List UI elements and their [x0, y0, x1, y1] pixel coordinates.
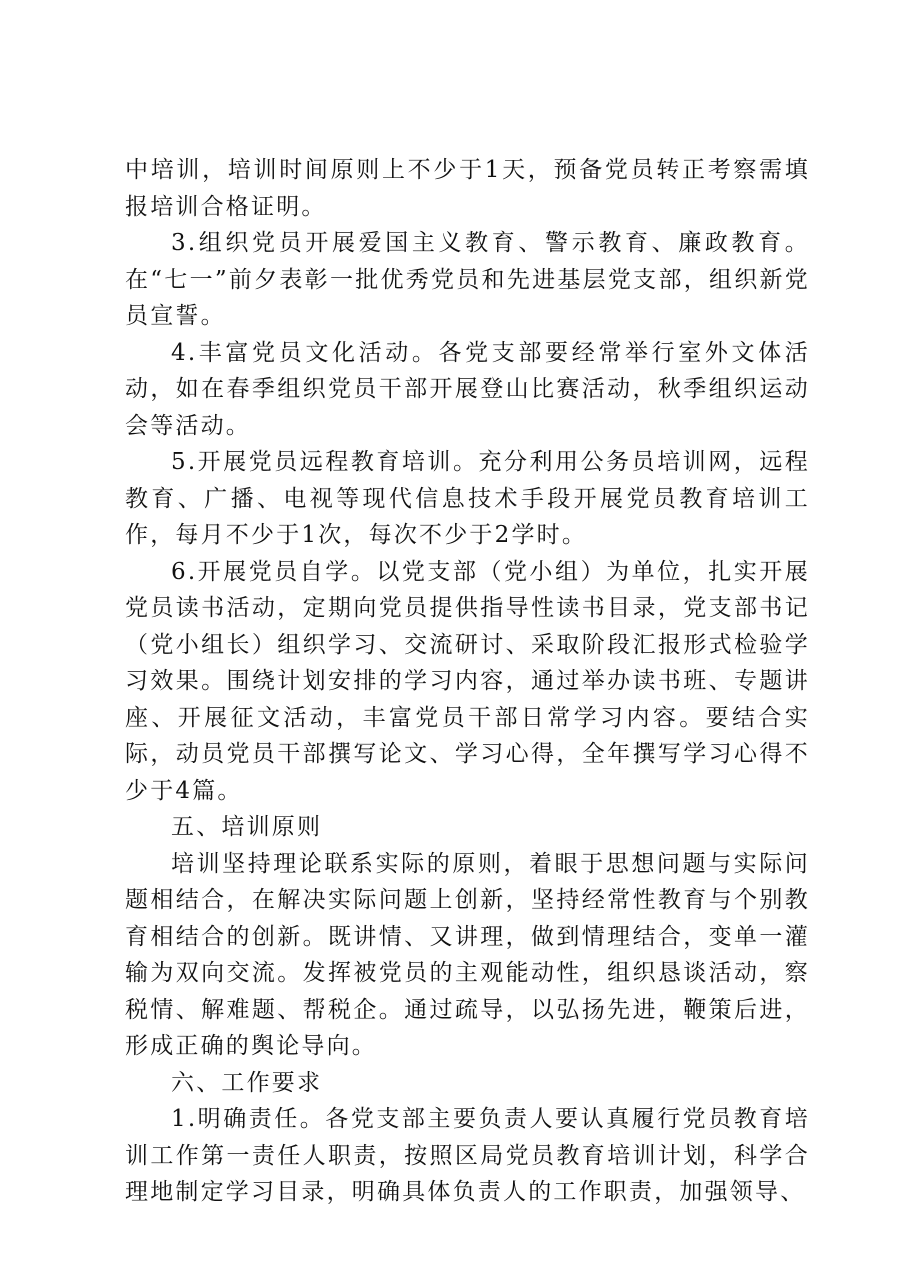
paragraph-training-continuation: 中培训，培训时间原则上不少于1天，预备党员转正考察需填报培训合格证明。 — [125, 157, 810, 220]
paragraph-item-6-self-study: 6.开展党员自学。以党支部（党小组）为单位，扎实开展党员读书活动，定期向党员提供指导性读书目录，党支部书记（党小组长）组织学习、交流研讨、采取阶段汇报形式检验学习效果。围绕计划安排的学习内容，通过举办读书班、专题讲座、开展征文活动，丰富党员干部日常学习内容。要结合实际，动员党员干部撰写论文、学习心得，全年撰写学习心得不少于4篇。 — [125, 558, 810, 804]
paragraph-item-4-cultural-activities: 4.丰富党员文化活动。各党支部要经常举行室外文体活动，如在春季组织党员干部开展登山比赛活动，秋季组织运动会等活动。 — [125, 339, 810, 439]
document-body — [125, 152, 810, 1211]
paragraph-training-principles: 培训坚持理论联系实际的原则，着眼于思想问题与实际问题相结合，在解决实际问题上创新，坚持经常性教育与个别教育相结合的创新。既讲情、又讲理，做到情理结合，变单一灌输为双向交流。发挥被党员的主观能动性，组织恳谈活动，察税情、解难题、帮税企。通过疏导，以弘扬先进，鞭策后进，形成正确的舆论导向。 — [125, 850, 810, 1059]
paragraph-item-5-remote-training: 5.开展党员远程教育培训。充分利用公务员培训网，远程教育、广播、电视等现代信息技术手段开展党员教育培训工作，每月不少于1次，每次不少于2学时。 — [125, 449, 810, 548]
paragraph-item-1-clear-responsibility: 1.明确责任。各党支部主要负责人要认真履行党员教育培训工作第一责任人职责，按照区局党员教育培训计划，科学合理地制定学习目录，明确具体负责人的工作职责，加强领导、 — [125, 1106, 810, 1205]
section-heading-work-requirements: 六、工作要求 — [171, 1069, 323, 1096]
paragraph-item-3-patriotic-education: 3.组织党员开展爱国主义教育、警示教育、廉政教育。在“七一”前夕表彰一批优秀党员和先进基层党支部，组织新党员宣誓。 — [125, 230, 810, 329]
section-heading-training-principles: 五、培训原则 — [171, 814, 323, 840]
